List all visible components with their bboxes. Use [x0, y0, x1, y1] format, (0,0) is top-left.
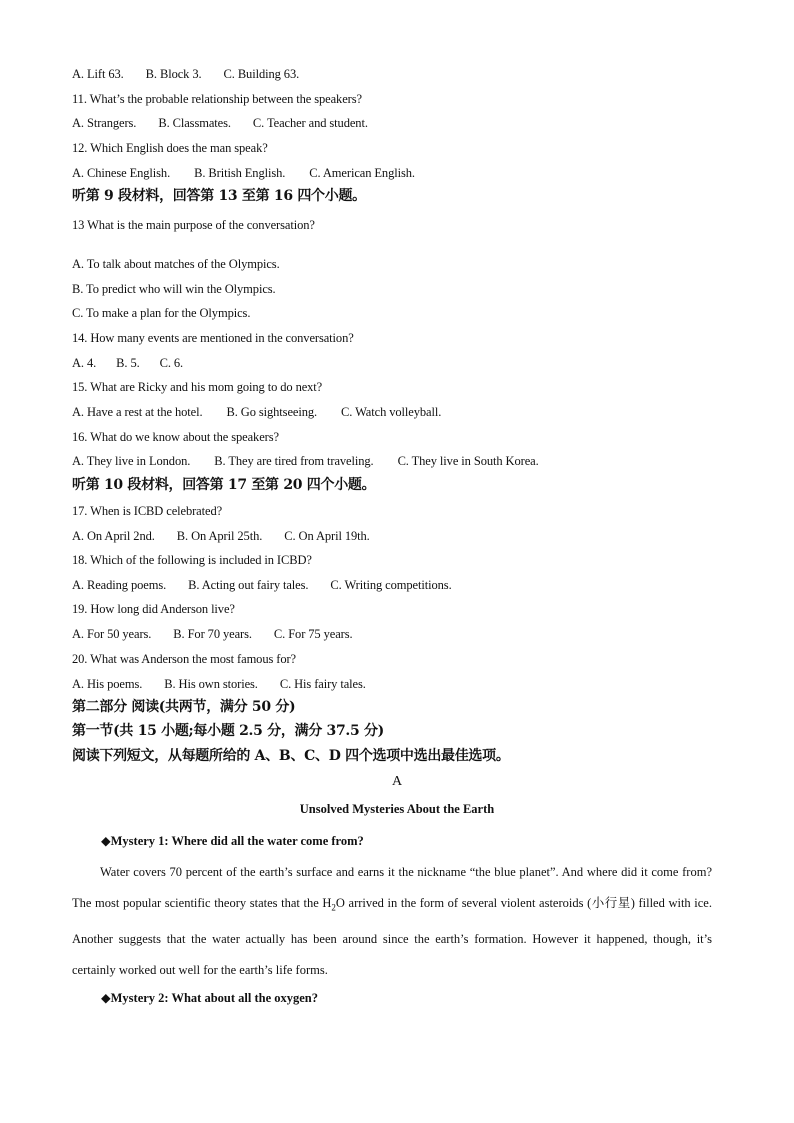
option: C. Building 63.	[223, 67, 300, 81]
passage-title: Unsolved Mysteries About the Earth	[299, 802, 495, 816]
option: C. On April 19th.	[284, 529, 370, 543]
q13-option-c: C. To make a plan for the Olympics.	[72, 306, 251, 320]
option: C. American English.	[309, 166, 415, 180]
section-heading-material-9: 听第 9 段材料，回答第 13 至第 16 四个小题。	[72, 188, 366, 204]
q15-options	[72, 404, 441, 420]
q13-option-a: A. To talk about matches of the Olympics.	[72, 257, 280, 271]
mystery-1-heading: ◆Mystery 1: Where did all the water come from?	[101, 834, 364, 848]
option: B. British English.	[194, 166, 286, 180]
q14-stem: 14. How many events are mentioned in the conversation?	[72, 331, 354, 345]
q20-options	[72, 676, 366, 692]
option: A. Have a rest at the hotel.	[72, 405, 203, 419]
option: C. Teacher and student.	[252, 116, 368, 130]
paragraph-text: Water covers 70 percent of the earth’s surface and earns it the nickname “the blue planet”. And where did it come from? The most popular scientific theory states that the H	[72, 865, 712, 910]
option: B. His own stories.	[164, 677, 258, 691]
option: C. They live in South Korea.	[397, 454, 539, 468]
option: A. Reading poems.	[72, 578, 167, 592]
q16-options	[72, 453, 539, 469]
option: B. Block 3.	[145, 67, 202, 81]
option: B. On April 25th.	[176, 529, 263, 543]
option: B. Go sightseeing.	[226, 405, 318, 419]
q13-option-b: B. To predict who will win the Olympics.	[72, 282, 276, 296]
q17-options	[72, 528, 370, 544]
passage-letter: A	[391, 774, 403, 789]
option: A. On April 2nd.	[72, 529, 155, 543]
option: B. Acting out fairy tales.	[188, 578, 309, 592]
q12-stem: 12. Which English does the man speak?	[72, 141, 268, 155]
option: A. 4.	[72, 356, 97, 370]
section-one-heading: 第一节(共 15 小题;每小题 2.5 分，满分 37.5 分)	[72, 723, 384, 739]
paragraph-text: O arrived in the form of several violent asteroids (小行星) filled with ice. Another suggests that the water actually has been around since the earth’s formation. However it happened, though, it’s certainly worked out well for the earth’s life forms.	[72, 896, 712, 977]
q16-stem: 16. What do we know about the speakers?	[72, 430, 279, 444]
option: B. They are tired from traveling.	[214, 454, 374, 468]
option: A. Chinese English.	[72, 166, 171, 180]
q14-options	[72, 355, 183, 371]
reading-instruction: 阅读下列短文，从每题所给的 A、B、C、D 四个选项中选出最佳选项。	[72, 748, 510, 764]
option: C. For 75 years.	[273, 627, 353, 641]
q13-stem: 13 What is the main purpose of the conversation?	[72, 218, 315, 232]
option: A. Lift 63.	[72, 67, 124, 81]
q12-options	[72, 165, 415, 181]
option: B. Classmates.	[158, 116, 231, 130]
option: A. For 50 years.	[72, 627, 152, 641]
option: A. Strangers.	[72, 116, 137, 130]
option: B. 5.	[116, 356, 140, 370]
option: B. For 70 years.	[173, 627, 252, 641]
mystery-2-heading: ◆Mystery 2: What about all the oxygen?	[101, 991, 319, 1005]
subscript: 2	[331, 902, 336, 913]
q19-stem: 19. How long did Anderson live?	[72, 602, 235, 616]
section-heading-material-10: 听第 10 段材料，回答第 17 至第 20 四个小题。	[72, 477, 376, 493]
q11-stem: 11. What’s the probable relationship between the speakers?	[72, 92, 362, 106]
option: C. 6.	[159, 356, 184, 370]
q10-options	[72, 66, 299, 82]
part-two-heading: 第二部分 阅读(共两节，满分 50 分)	[72, 699, 296, 715]
q11-options	[72, 115, 368, 131]
q17-stem: 17. When is ICBD celebrated?	[72, 504, 223, 518]
q18-stem: 18. Which of the following is included in ICBD?	[72, 553, 312, 567]
option: A. His poems.	[72, 677, 143, 691]
option: A. They live in London.	[72, 454, 191, 468]
q18-options	[72, 577, 452, 593]
q19-options	[72, 626, 353, 642]
option: C. His fairy tales.	[279, 677, 366, 691]
option: C. Writing competitions.	[330, 578, 452, 592]
option: C. Watch volleyball.	[341, 405, 442, 419]
mystery-1-paragraph	[72, 857, 712, 986]
q15-stem: 15. What are Ricky and his mom going to do next?	[72, 380, 323, 394]
q20-stem: 20. What was Anderson the most famous for?	[72, 652, 296, 666]
